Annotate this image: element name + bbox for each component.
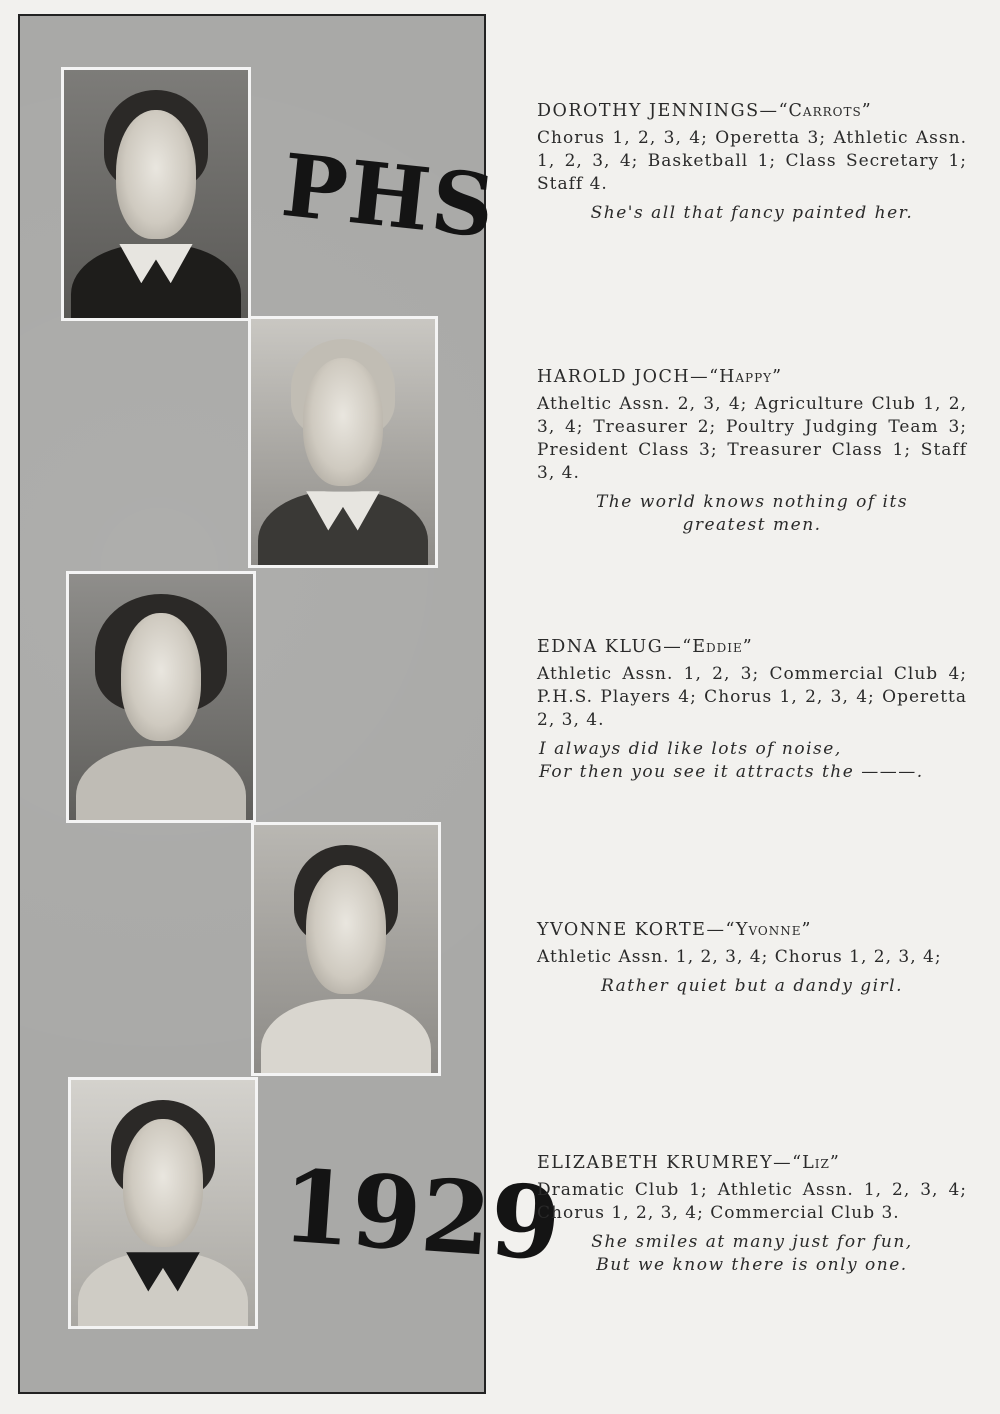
portrait-photo [248, 316, 438, 568]
student-nickname: “Carrots” [778, 101, 872, 121]
quote-line: For then you see it attracts the ———. [539, 762, 924, 782]
portrait-photo [251, 822, 441, 1076]
senior-entry [537, 919, 967, 998]
student-nickname: “Eddie” [682, 637, 753, 657]
student-quote [537, 738, 967, 784]
student-name-line [537, 919, 967, 942]
portrait-photo [68, 1077, 258, 1329]
student-quote [537, 1231, 967, 1277]
student-name-line [537, 1152, 967, 1175]
quote-line: greatest men. [682, 515, 822, 535]
portrait-photo [61, 67, 251, 321]
student-name: DOROTHY JENNINGS— [537, 101, 779, 121]
student-nickname: “Happy” [709, 367, 783, 387]
senior-entry [537, 636, 967, 784]
quote-line: I always did like lots of noise, [539, 739, 842, 759]
student-name-line [537, 636, 967, 659]
student-name: YVONNE KORTE— [537, 920, 726, 940]
student-name-line [537, 366, 967, 389]
student-activities: Chorus 1, 2, 3, 4; Operetta 3; Athletic Assn. 1, 2, 3, 4; Basketball 1; Class Secretary 1; Staff 4. [537, 128, 967, 194]
student-nickname: “Liz” [792, 1153, 840, 1173]
student-nickname: “Yvonne” [725, 920, 812, 940]
student-quote [537, 975, 967, 998]
quote-line: The world knows nothing of its [595, 492, 909, 512]
student-activities: Dramatic Club 1; Athletic Assn. 1, 2, 3, 4; Chorus 1, 2, 3, 4; Commercial Club 3. [537, 1180, 967, 1223]
quote-line: Rather quiet but a dandy girl. [600, 976, 903, 996]
student-name: ELIZABETH KRUMREY— [537, 1153, 793, 1173]
student-quote [537, 491, 967, 537]
portrait-photo [66, 571, 256, 823]
student-name: EDNA KLUG— [537, 637, 683, 657]
photo-panel [18, 14, 565, 1394]
senior-entry [537, 100, 967, 225]
senior-entry [537, 366, 967, 537]
quote-line: She smiles at many just for fun, [591, 1232, 913, 1252]
quote-line: She's all that fancy painted her. [590, 203, 914, 223]
student-activities: Athletic Assn. 1, 2, 3; Commercial Club 4; P.H.S. Players 4; Chorus 1, 2, 3, 4; Operetta 2, 3, 4. [537, 664, 967, 730]
student-activities: Atheltic Assn. 2, 3, 4; Agriculture Club 1, 2, 3, 4; Treasurer 2; Poultry Judging Team 3; President Class 3; Treasurer Class 1; Staff 3, 4. [537, 394, 967, 483]
student-activities: Athletic Assn. 1, 2, 3, 4; Chorus 1, 2, 3, 4; [537, 947, 942, 967]
class-year: 1929 [278, 1146, 565, 1284]
student-quote [537, 202, 967, 225]
quote-line: But we know there is only one. [596, 1255, 908, 1275]
student-name-line [537, 100, 967, 123]
senior-entry [537, 1152, 967, 1277]
student-name: HAROLD JOCH— [537, 367, 710, 387]
school-initials: PHS [277, 135, 501, 258]
